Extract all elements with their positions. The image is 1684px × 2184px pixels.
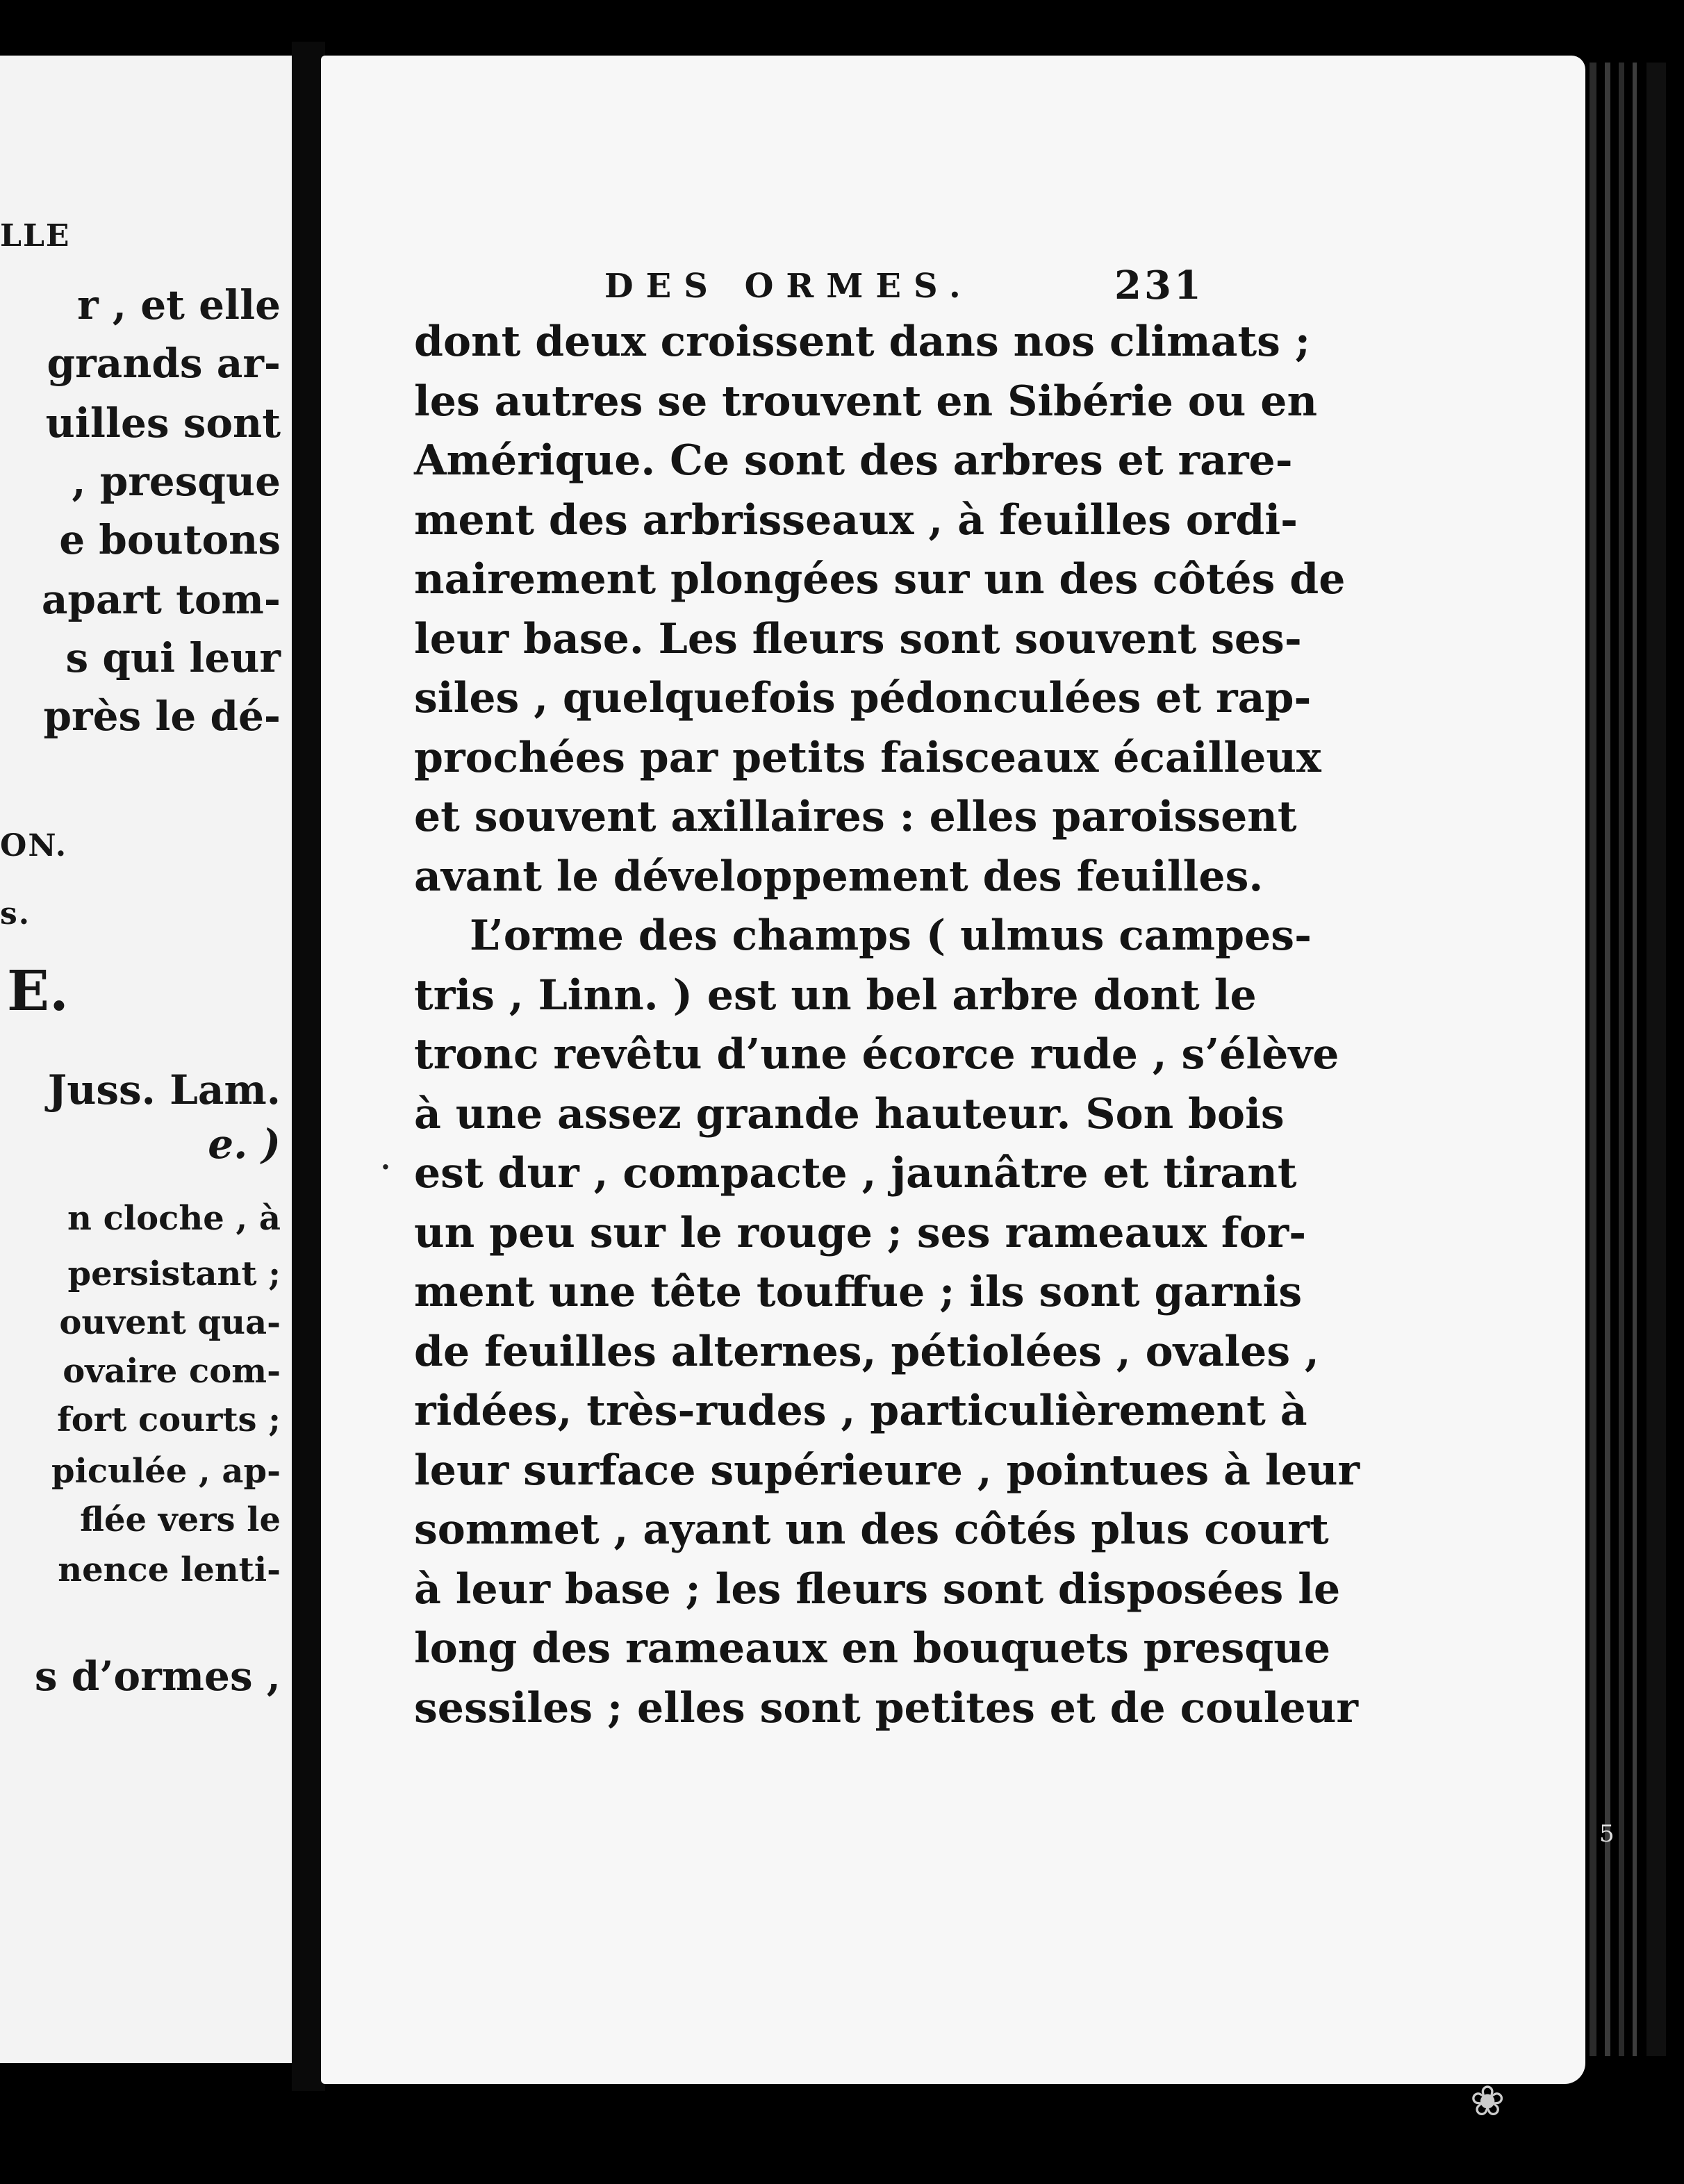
left-page-line: ON. — [0, 828, 68, 863]
body-line: sessiles ; elles sont petites et de couleur — [414, 1684, 1358, 1732]
left-page-line: s qui leur — [65, 634, 281, 681]
body-line: à leur base ; les fleurs sont disposées le — [414, 1565, 1341, 1614]
left-page-line: , presque — [72, 458, 281, 505]
page-edge — [1590, 63, 1596, 2056]
body-line: siles , quelquefois pédonculées et rap- — [414, 674, 1312, 722]
left-page-line: e boutons — [59, 516, 281, 563]
book-gutter — [292, 42, 325, 2091]
body-line: avant le développement des feuilles. — [414, 852, 1264, 901]
left-page-line: près le dé- — [43, 693, 281, 740]
running-head: DES ORMES. — [604, 267, 973, 306]
left-page-line: n cloche , à — [67, 1199, 281, 1238]
body-line: L’orme des champs ( ulmus campes- — [470, 911, 1312, 960]
page-edge — [1619, 63, 1624, 2056]
body-line: prochées par petits faisceaux écailleux — [414, 734, 1321, 782]
left-page-line: s d’ormes , — [34, 1653, 281, 1700]
left-page — [0, 56, 292, 2063]
left-page-line: nence lenti- — [58, 1550, 281, 1589]
body-line: tris , Linn. ) est un bel arbre dont le — [414, 971, 1257, 1020]
left-page-line: fort courts ; — [57, 1400, 281, 1439]
body-line: de feuilles alternes, pétiolées , ovales , — [414, 1327, 1319, 1376]
body-line: les autres se trouvent en Sibérie ou en — [414, 377, 1318, 426]
body-line: dont deux croissent dans nos climats ; — [414, 317, 1310, 366]
body-line: tronc revêtu d’une écorce rude , s’élève — [414, 1030, 1339, 1079]
left-page-line: persistant ; — [67, 1255, 281, 1293]
left-page-line: uilles sont — [45, 399, 281, 447]
left-page-line: apart tom- — [41, 576, 281, 623]
edge-mark: 5 — [1599, 1820, 1615, 1848]
body-line: un peu sur le rouge ; ses rameaux for- — [414, 1209, 1307, 1257]
page-edge — [1605, 63, 1610, 2056]
left-page-line: s. — [0, 896, 31, 932]
body-line: ment des arbrisseaux , à feuilles ordi- — [414, 496, 1298, 545]
stray-mark: . — [381, 1143, 390, 1176]
left-page-line: r , et elle — [77, 281, 281, 329]
body-line: long des rameaux en bouquets presque — [414, 1624, 1331, 1673]
left-page-line: E. — [7, 958, 69, 1023]
left-page-line: e. ) — [208, 1120, 281, 1168]
body-line: leur surface supérieure , pointues à leur — [414, 1446, 1360, 1495]
body-line: nairement plongées sur un des côtés de — [414, 555, 1346, 604]
body-line: à une assez grande hauteur. Son bois — [414, 1090, 1285, 1139]
left-page-line: ovaire com- — [63, 1352, 281, 1391]
left-page-line: LLE — [0, 218, 71, 254]
body-line: leur base. Les fleurs sont souvent ses- — [414, 615, 1302, 663]
left-page-line: piculée , ap- — [51, 1452, 281, 1491]
left-page-line: grands ar- — [47, 340, 281, 387]
page-edge — [1633, 63, 1637, 2056]
body-line: est dur , compacte , jaunâtre et tirant — [414, 1149, 1297, 1198]
body-line: ridées, très-rudes , particulièrement à — [414, 1387, 1307, 1435]
body-line: Amérique. Ce sont des arbres et rare- — [414, 436, 1293, 485]
left-page-line: ouvent qua- — [59, 1303, 281, 1342]
library-stamp-icon: ❀ — [1470, 2077, 1505, 2126]
left-page-line: flée vers le — [80, 1500, 281, 1539]
body-line: et souvent axillaires : elles paroissent — [414, 793, 1297, 841]
page-edge — [1646, 63, 1666, 2056]
body-line: sommet , ayant un des côtés plus court — [414, 1505, 1329, 1554]
body-line: ment une tête touffue ; ils sont garnis — [414, 1268, 1303, 1316]
page-number: 231 — [1114, 263, 1204, 308]
left-page-line: Juss. Lam. — [47, 1066, 281, 1114]
